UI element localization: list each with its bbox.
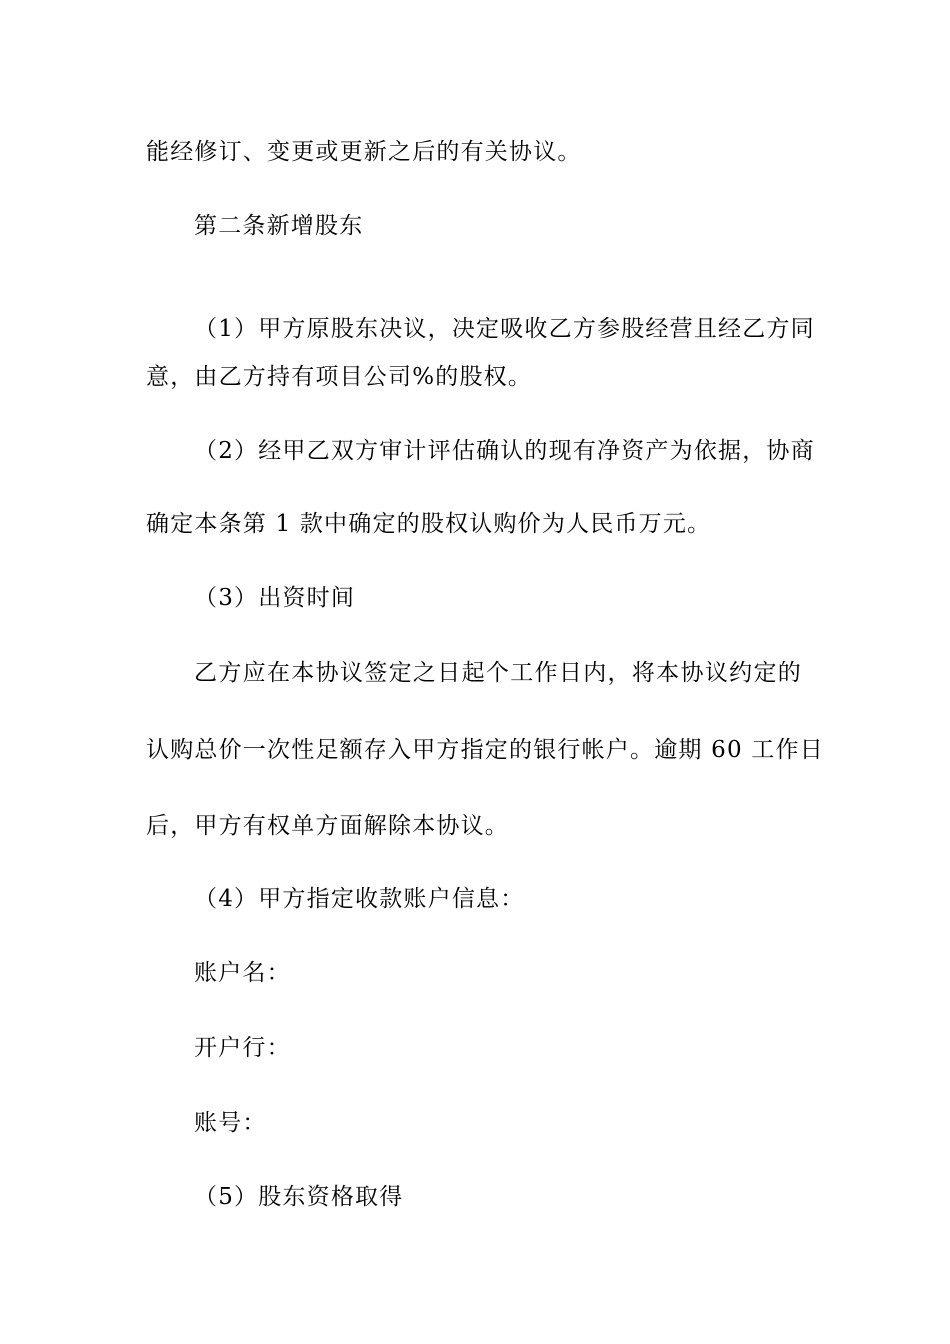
paragraph-line: （3）出资时间 (194, 585, 356, 611)
paragraph-line: （1）甲方原股东决议，决定吸收乙方参股经营且经乙方同 (194, 316, 815, 342)
paragraph-line: 后，甲方有权单方面解除本协议。 (146, 813, 509, 839)
paragraph-line: 能经修订、变更或更新之后的有关协议。 (146, 139, 582, 165)
paragraph-line: 意，由乙方持有项目公司%的股权。 (146, 364, 533, 390)
paragraph-line: 认购总价一次性足额存入甲方指定的银行帐户。逾期 60 工作日 (146, 737, 824, 763)
field-label-bank: 开户行： (194, 1035, 291, 1061)
paragraph-line: 确定本条第 1 款中确定的股权认购价为人民币万元。 (146, 511, 712, 537)
section-heading: 第二条新增股东 (194, 213, 364, 239)
paragraph-line: （5）股东资格取得 (194, 1184, 404, 1210)
field-label-account-number: 账号： (194, 1110, 267, 1136)
paragraph-line: 乙方应在本协议签定之日起个工作日内，将本协议约定的 (194, 660, 802, 686)
field-label-account-name: 账户名： (194, 960, 291, 986)
paragraph-line: （4）甲方指定收款账户信息： (194, 886, 525, 912)
paragraph-line: （2）经甲乙双方审计评估确认的现有净资产为依据，协商 (194, 438, 815, 464)
